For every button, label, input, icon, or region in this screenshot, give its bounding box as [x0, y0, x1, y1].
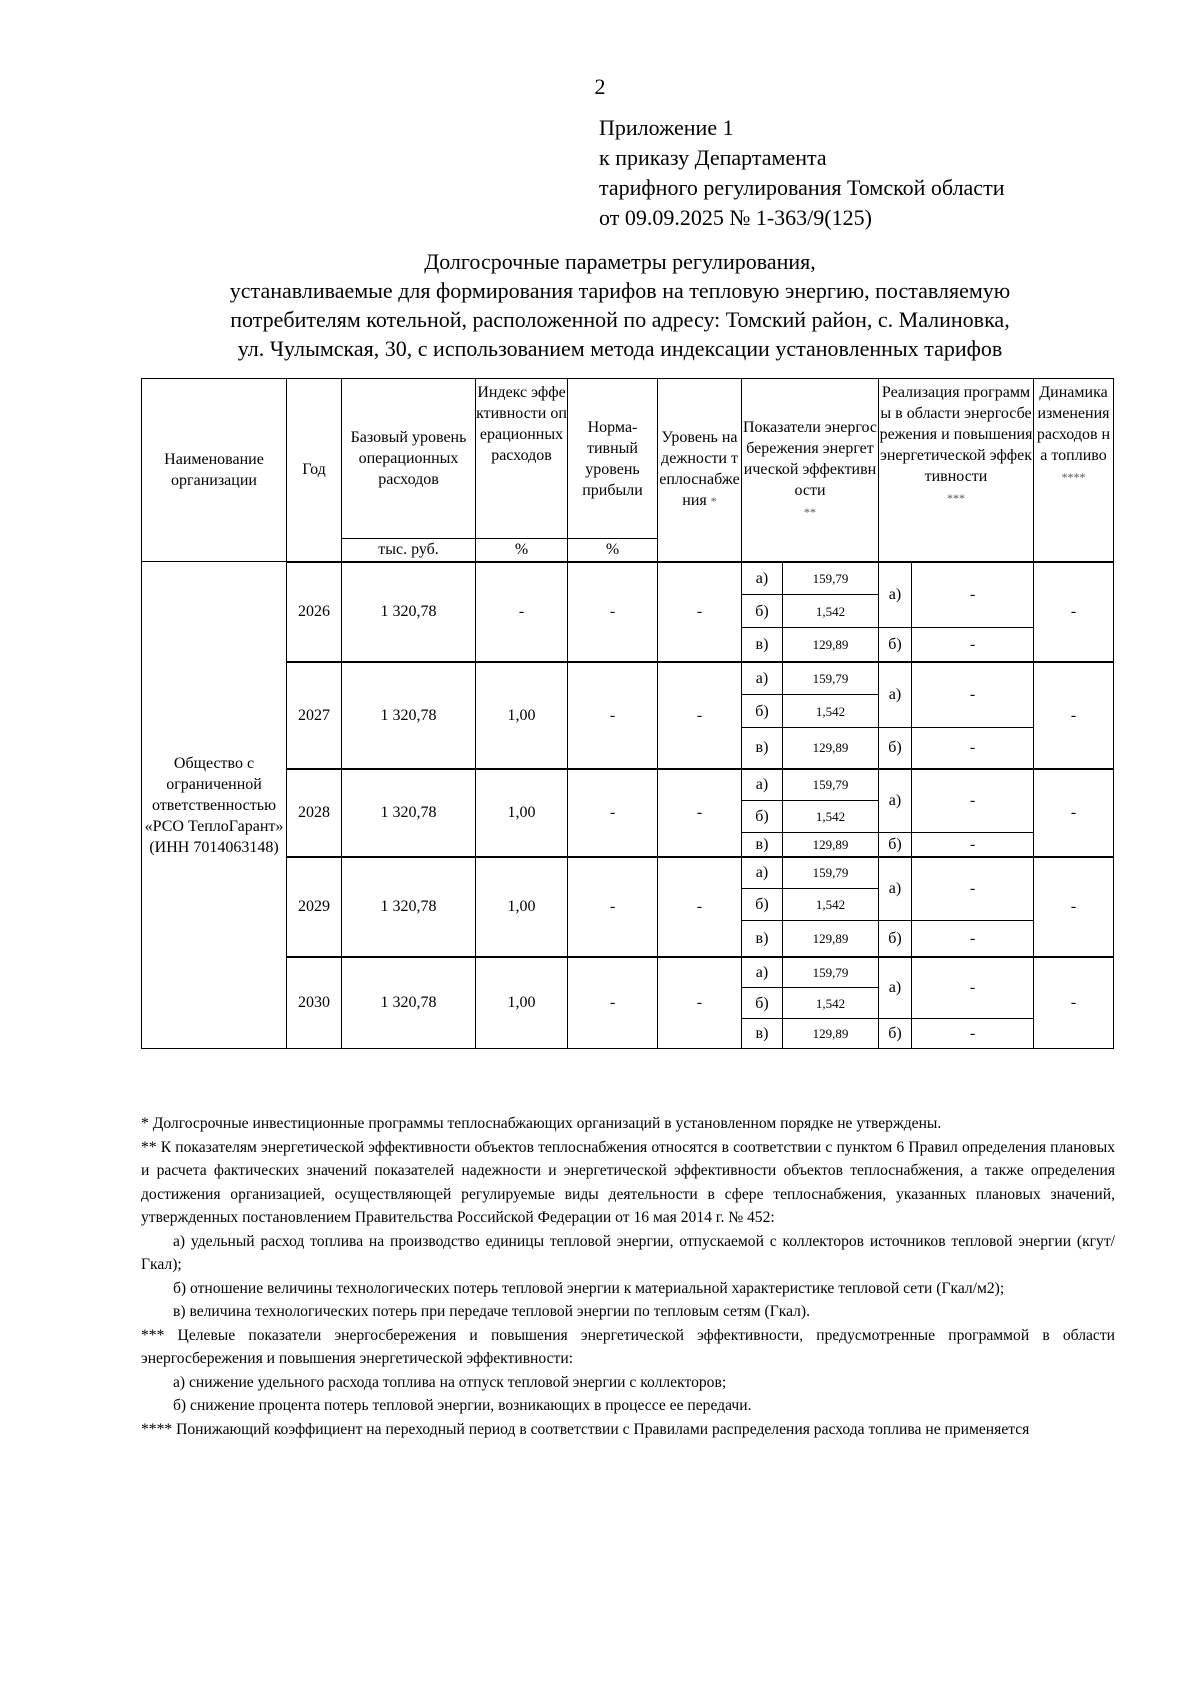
header-year: Год [287, 379, 342, 562]
energy-label: в) [742, 1019, 783, 1049]
energy-label: а) [742, 769, 783, 801]
energy-label: б) [742, 988, 783, 1019]
program-value: - [912, 1019, 1034, 1049]
table-row [142, 857, 1114, 889]
header-energy [742, 379, 879, 562]
reliability-cell: - [658, 857, 742, 957]
table-row [142, 769, 1114, 801]
index-cell: 1,00 [476, 857, 568, 957]
program-label: а) [879, 562, 912, 628]
footnote: **** Понижающий коэффициент на переходный период в соответствии с Правилами распределения расхода топлива не применяется [141, 1420, 1030, 1438]
page-number: 2 [594, 74, 606, 99]
energy-label: б) [742, 695, 783, 728]
footnote-item: б) отношение величины технологических потерь тепловой энергии к материальной характеристике тепловой сети (Гкал/м2); [173, 1279, 1005, 1297]
appendix-line: тарифного регулирования Томской области [599, 175, 1005, 200]
program-value: - [912, 562, 1034, 628]
energy-value: 129,89 [783, 1019, 879, 1049]
year-cell: 2030 [287, 957, 342, 1049]
base-cell: 1 320,78 [342, 857, 476, 957]
unit-norm: % [568, 539, 658, 562]
title-line: потребителям котельной, расположенной по адресу: Томский район, с. Малиновка, [230, 307, 1010, 332]
header-org: Наименование организации [142, 379, 287, 562]
program-label: б) [879, 921, 912, 957]
energy-value: 1,542 [783, 801, 879, 833]
footnote-item: а) снижение удельного расхода топлива на отпуск тепловой энергии с коллекторов; [173, 1373, 727, 1391]
dynamics-cell: - [1034, 662, 1114, 769]
header-base: Базовый уровень операционных расходов [342, 379, 476, 539]
footnote: *** Целевые показатели энергосбережения и повышения энергетической эффективности, предусмотренные программой в области энергосбережения и повышения энергетической эффективности: [141, 1326, 1115, 1367]
program-label: б) [879, 833, 912, 857]
dynamics-cell: - [1034, 769, 1114, 857]
energy-label: в) [742, 833, 783, 857]
norm-cell: - [568, 857, 658, 957]
energy-value: 129,89 [783, 728, 879, 769]
year-cell: 2029 [287, 857, 342, 957]
appendix-line: Приложение 1 [599, 115, 734, 140]
program-label: а) [879, 957, 912, 1019]
energy-label: а) [742, 957, 783, 988]
index-cell: 1,00 [476, 662, 568, 769]
footnote: ** К показателям энергетической эффективности объектов теплоснабжения относятся в соответствии с пунктом 6 Правил определения плановых и расчета фактических значений показателей надежности и энергетической эффективности объектов теплоснабжения, а также определения достижения организацией, осуществляющей регулируемые виды деятельности в сфере теплоснабжения, указанных плановых значений, утвержденных постановлением Правительства Российской Федерации от 16 мая 2014 г. № 452: [141, 1138, 1115, 1226]
header-energy-text: Показатели энергосбережения энергетической эффективности [742, 418, 878, 499]
energy-label: б) [742, 595, 783, 628]
year-cell: 2028 [287, 769, 342, 857]
table-row [142, 562, 1114, 595]
table-row [142, 957, 1114, 988]
norm-cell: - [568, 957, 658, 1049]
title-line: устанавливаемые для формирования тарифов на тепловую энергию, поставляемую [229, 278, 1011, 303]
document-title [150, 247, 1090, 363]
program-label: б) [879, 1019, 912, 1049]
dynamics-cell: - [1034, 957, 1114, 1049]
header-reliability-text: Уровень надежности теплоснабжения [659, 429, 740, 510]
parameters-table [141, 378, 1114, 1049]
appendix-line: от 09.09.2025 № 1-363/9(125) [599, 205, 872, 230]
energy-value: 159,79 [783, 562, 879, 595]
index-cell: - [476, 562, 568, 662]
header-energy-mark: ** [804, 504, 816, 519]
energy-value: 129,89 [783, 921, 879, 957]
norm-cell: - [568, 662, 658, 769]
reliability-cell: - [658, 957, 742, 1049]
program-label: а) [879, 662, 912, 728]
program-value: - [912, 769, 1034, 833]
table-body [142, 562, 1114, 1049]
program-label: а) [879, 857, 912, 921]
unit-base: тыс. руб. [342, 539, 476, 562]
energy-label: а) [742, 857, 783, 889]
base-cell: 1 320,78 [342, 769, 476, 857]
energy-label: а) [742, 662, 783, 695]
energy-value: 1,542 [783, 889, 879, 921]
energy-label: в) [742, 628, 783, 662]
header-reliability [658, 379, 742, 562]
footnote-item: в) величина технологических потерь при передаче тепловой энергии по тепловым сетям (Гкал). [173, 1303, 810, 1320]
energy-value: 159,79 [783, 662, 879, 695]
year-cell: 2027 [287, 662, 342, 769]
header-norm: Норма-тивный уровень прибыли [568, 379, 658, 539]
energy-value: 159,79 [783, 857, 879, 889]
program-value: - [912, 728, 1034, 769]
energy-value: 129,89 [783, 628, 879, 662]
appendix-header [599, 113, 1004, 233]
dynamics-cell: - [1034, 562, 1114, 662]
energy-value: 129,89 [783, 833, 879, 857]
base-cell: 1 320,78 [342, 662, 476, 769]
header-program [879, 379, 1034, 562]
footnotes [141, 1112, 1115, 1441]
energy-value: 1,542 [783, 988, 879, 1019]
base-cell: 1 320,78 [342, 957, 476, 1049]
energy-value: 159,79 [783, 769, 879, 801]
energy-value: 1,542 [783, 695, 879, 728]
table-row [142, 662, 1114, 695]
energy-value: 159,79 [783, 957, 879, 988]
energy-label: б) [742, 889, 783, 921]
unit-index: % [476, 539, 568, 562]
header-dynamics-mark: **** [1061, 470, 1086, 484]
header-index: Индекс эффективности операционных расходов [476, 379, 568, 539]
energy-label: в) [742, 921, 783, 957]
appendix-line: к приказу Департамента [599, 145, 827, 170]
header-program-text: Реализация программы в области энергосбережения и повышения энергетической эффективности [879, 384, 1033, 485]
energy-label: а) [742, 562, 783, 595]
energy-label: в) [742, 728, 783, 769]
organization-name: Общество с ограниченной ответственностью «РСО ТеплоГарант» (ИНН 7014063148) [142, 562, 287, 1049]
program-value: - [912, 833, 1034, 857]
header-program-mark: *** [947, 491, 965, 505]
program-value: - [912, 628, 1034, 662]
header-dynamics [1034, 379, 1114, 562]
program-value: - [912, 662, 1034, 728]
reliability-cell: - [658, 662, 742, 769]
program-value: - [912, 921, 1034, 957]
program-label: а) [879, 769, 912, 833]
energy-value: 1,542 [783, 595, 879, 628]
reliability-cell: - [658, 562, 742, 662]
year-cell: 2026 [287, 562, 342, 662]
index-cell: 1,00 [476, 957, 568, 1049]
energy-label: б) [742, 801, 783, 833]
program-value: - [912, 857, 1034, 921]
program-label: б) [879, 628, 912, 662]
norm-cell: - [568, 562, 658, 662]
title-line: ул. Чулымская, 30, с использованием метода индексации установленных тарифов [237, 336, 1003, 361]
dynamics-cell: - [1034, 857, 1114, 957]
base-cell: 1 320,78 [342, 562, 476, 662]
program-value: - [912, 957, 1034, 1019]
program-label: б) [879, 728, 912, 769]
index-cell: 1,00 [476, 769, 568, 857]
header-dynamics-text: Динамика изменения расходов на топливо [1036, 384, 1111, 464]
footnote-item: а) удельный расход топлива на производство единицы тепловой энергии, отпускаемой с коллекторов источников тепловой энергии (кгут/Гкал); [141, 1232, 1115, 1273]
footnote: * Долгосрочные инвестиционные программы теплоснабжающих организаций в установленном порядке не утверждены. [141, 1115, 942, 1132]
reliability-cell: - [658, 769, 742, 857]
header-reliability-mark: * [710, 494, 717, 509]
footnote-item: б) снижение процента потерь тепловой энергии, возникающих в процессе ее передачи. [173, 1397, 752, 1414]
title-line: Долгосрочные параметры регулирования, [424, 249, 816, 274]
norm-cell: - [568, 769, 658, 857]
